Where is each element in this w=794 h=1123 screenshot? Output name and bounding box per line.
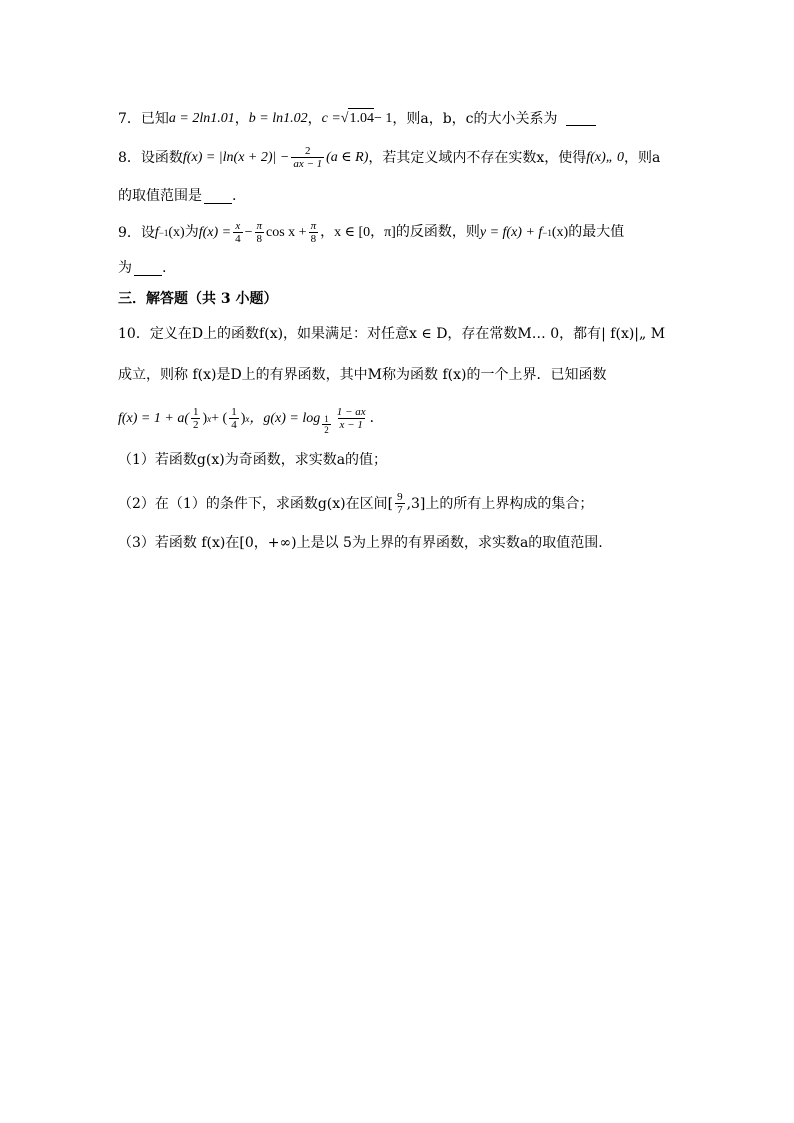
section-heading: 三．解答题（共 3 小题） xyxy=(118,291,278,307)
q9-fraction-1-num: x xyxy=(235,220,241,232)
q8-middle-text: ，若其定义域内不存在实数x，使得 xyxy=(368,149,587,166)
q10-g-fraction xyxy=(335,406,368,431)
q10-number: 10． xyxy=(118,326,150,342)
q10-log-base-num: 1 xyxy=(324,414,329,424)
q10-part-2 xyxy=(118,491,593,516)
q9-fraction-1 xyxy=(233,220,243,245)
q9-fraction-3 xyxy=(309,220,319,245)
q9-fraction-2 xyxy=(255,220,265,245)
q9-f-lhs: f(x) = xyxy=(198,224,232,240)
q8-number: 8． xyxy=(118,149,141,166)
q10-half-den: 2 xyxy=(192,419,199,431)
q8-line2-text: 的取值范围是 xyxy=(118,188,202,204)
q9-answer-blank xyxy=(134,261,162,276)
q10-part-2-den: 7 xyxy=(397,504,403,516)
question-7 xyxy=(118,108,596,129)
q7-a-definition: a = 2ln1.01 xyxy=(168,110,235,126)
q9-fraction-2-den: 8 xyxy=(256,233,262,245)
question-10-line-2 xyxy=(118,365,606,385)
q10-part-1: （1）若函数g(x)为奇函数，求实数a的值； xyxy=(118,452,388,468)
q10-part-3: （3）若函数 f(x)在[0，+∞)上是以 5为上界的有界函数，求实数a的取值范围. xyxy=(118,535,603,551)
q7-b-definition: b = ln1.02 xyxy=(248,110,308,126)
q9-fraction-3-num: π xyxy=(310,220,317,232)
q9-y-tail: (x)的最大值 xyxy=(551,224,625,240)
q9-finv: f xyxy=(154,224,159,240)
question-9-line-2 xyxy=(118,258,166,278)
q9-fraction-2-num: π xyxy=(256,220,263,232)
q8-fraction-denominator: ax − 1 xyxy=(293,158,323,170)
q7-postfix: ，则a，b，c的大小关系为 xyxy=(392,110,558,127)
q8-fraction-numerator: 2 xyxy=(304,145,311,157)
q10-half-fraction xyxy=(191,406,201,431)
question-9-line-1: 9． 设 f −1 (x)为 f(x) = $\frac{x}{4}$ − $\frac{\pi}{8}$ cos x + $\frac{\pi}{8}$ ，x ∈ [0，π]的反函数，则 y = f(x) + f −1 (x)的最大值 xyxy=(118,220,625,245)
q10-f-def-b: ) xyxy=(202,410,208,426)
q10-f-def-a: f(x) = 1 + a( xyxy=(118,410,189,426)
q9-cos: cos x + xyxy=(266,224,307,240)
q7-c-tail: − 1 xyxy=(373,110,393,126)
q7-c-lhs: c = xyxy=(321,110,341,126)
q9-y-expr: y = f(x) + f xyxy=(479,224,543,240)
q10-quarter-num: 1 xyxy=(231,406,237,418)
q8-f-lhs: f(x) = |ln(x + 2)| − xyxy=(182,149,290,165)
q8-prefix: 设函数 xyxy=(140,149,183,166)
q9-prefix: 设 xyxy=(140,224,155,241)
q10-part-2-num: 9 xyxy=(397,491,403,503)
q9-finv-arg: (x)为 xyxy=(168,224,199,240)
q7-separator-2: ， xyxy=(307,110,322,127)
q9-end: . xyxy=(162,260,167,276)
q9-number: 9． xyxy=(118,224,141,241)
q10-half-num: 1 xyxy=(192,406,199,418)
q9-minus: − xyxy=(244,224,253,240)
question-10-definitions: f(x) = 1 + a( $\frac{1}{2}$ ) x + ( $\frac{1}{4}$ ) x ，g(x) = log $\frac{1}{2}$ $\frac{1 - ax}{x - 1}$ ． xyxy=(118,406,384,435)
q10-log-base xyxy=(322,414,331,435)
q10-f-def-d: ) xyxy=(240,410,246,426)
question-10-line-1 xyxy=(118,324,665,344)
sqrt-sign: √ xyxy=(340,110,349,126)
question-8-line-2 xyxy=(118,186,236,206)
question-8-line-1 xyxy=(118,145,660,170)
q10-g-num: 1 − ax xyxy=(336,406,366,418)
q9-domain: ，x ∈ [0，π]的反函数，则 xyxy=(320,224,480,240)
q10-quarter-fraction xyxy=(229,406,239,431)
q8-fraction xyxy=(291,145,324,170)
q8-end: . xyxy=(232,188,237,204)
q10-f-def-c: + ( xyxy=(211,410,228,426)
q10-part-2-a: （2）在（1）的条件下，求函数g(x)在区间[ xyxy=(118,495,394,512)
q9-fraction-1-den: 4 xyxy=(235,233,241,245)
q9-line2-text: 为 xyxy=(118,260,132,276)
q10-part-2-b: ,3]上的所有上界构成的集合； xyxy=(406,495,594,512)
q8-inequality: f(x)„ 0 xyxy=(586,149,625,165)
q10-line2: 成立，则称 f(x)是D上的有界函数，其中M称为函数 f(x)的一个上界．已知函数 xyxy=(118,367,607,383)
q7-c-sqrt-value: 1.04 xyxy=(348,108,374,129)
q7-answer-blank xyxy=(566,111,596,126)
q10-line1: 定义在D上的函数f(x)，如果满足：对任意x ∈ D，存在常数M… 0，都有| f(x)|„ M xyxy=(149,326,666,342)
q10-quarter-den: 4 xyxy=(231,419,237,431)
q7-separator: ， xyxy=(234,110,249,127)
q8-postfix: ，则a xyxy=(624,149,661,166)
q7-number: 7． xyxy=(118,110,141,127)
q8-condition: (a ∈ R) xyxy=(326,149,369,165)
q8-answer-blank xyxy=(204,189,232,204)
q10-g-den: x − 1 xyxy=(339,419,363,431)
q10-g-def: ，g(x) = log xyxy=(249,410,321,426)
q10-def-end: ． xyxy=(369,410,384,426)
q10-part-2-fraction xyxy=(395,491,405,516)
q10-log-base-den: 2 xyxy=(324,425,329,435)
q9-fraction-3-den: 8 xyxy=(310,233,317,245)
q7-prefix: 已知 xyxy=(140,110,169,127)
